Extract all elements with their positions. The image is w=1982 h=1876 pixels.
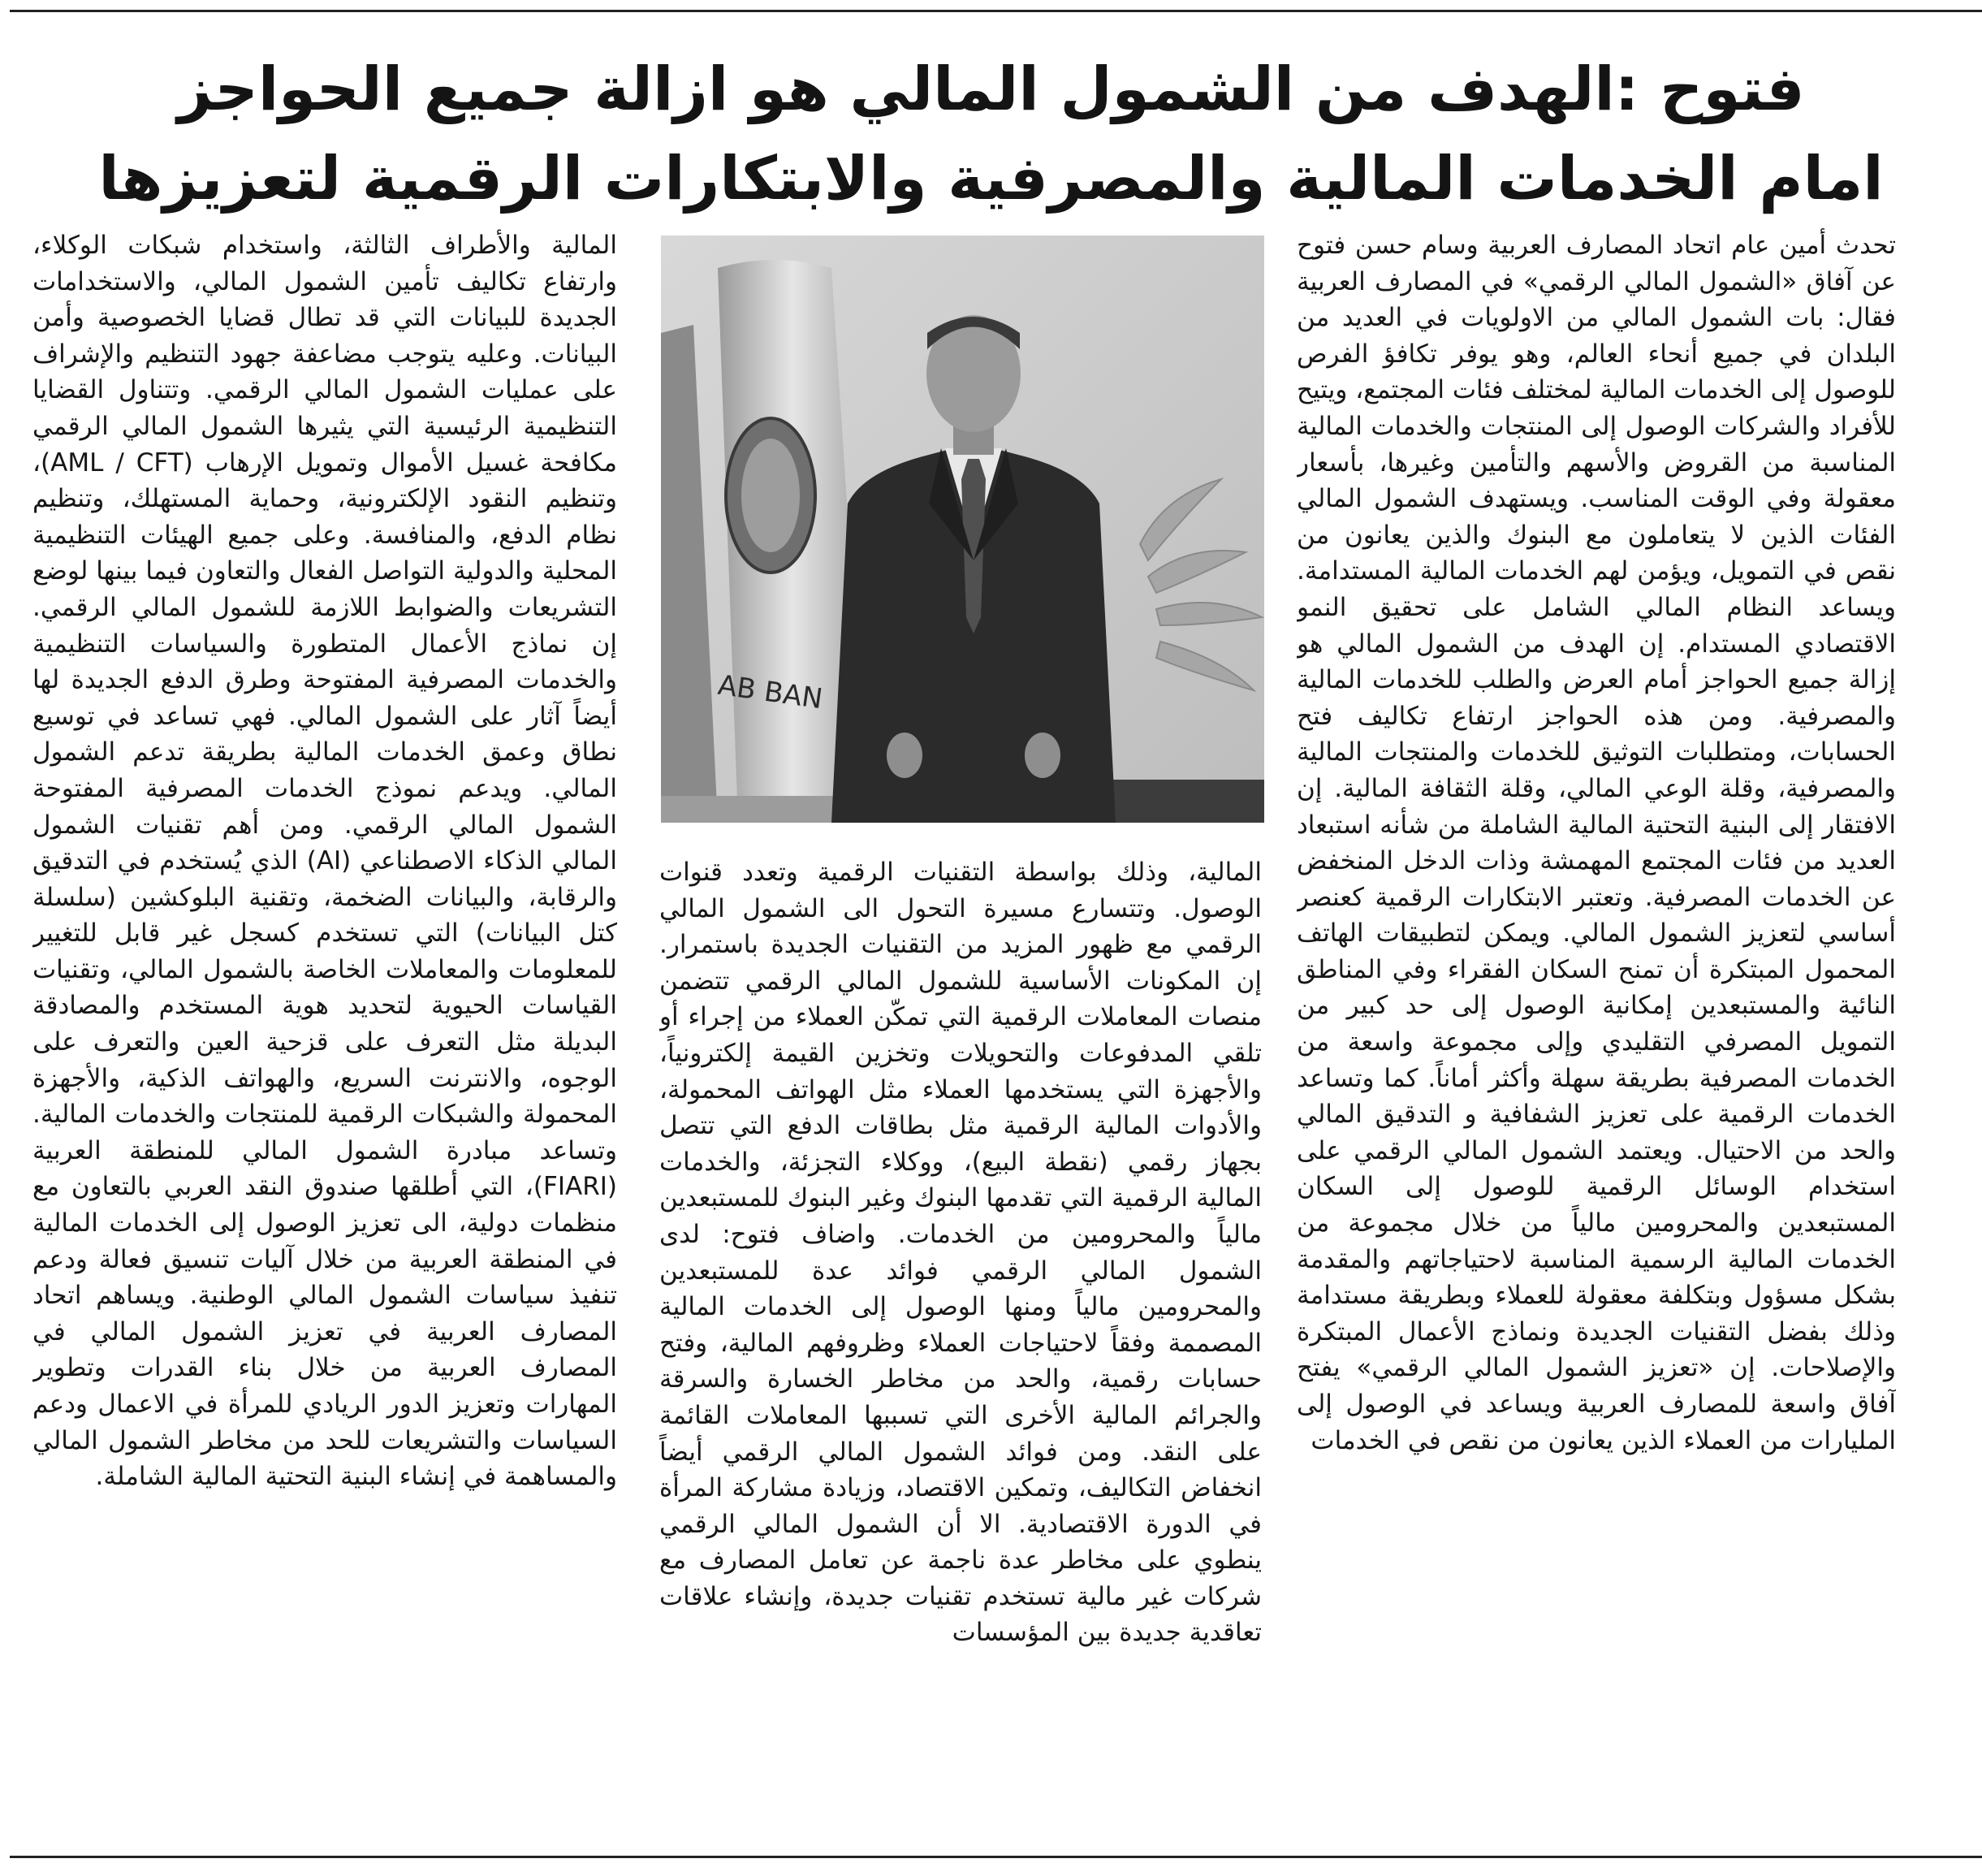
- article-column-right: [1297, 227, 1896, 1852]
- column-left-text: المالية والأطراف الثالثة، واستخدام شبكات الوكلاء، وارتفاع تكاليف تأمين الشمول المالي، والاستخدامات الجديدة للبيانات التي قد تطال قضايا الخصوصية وأمن البيانات. وعليه يتوجب مضاعفة جهود التنظيم والإشراف على عمليات الشمول المالي الرقمي. وتتناول القضايا التنظيمية الرئيسية التي يثيرها الشمول المالي الرقمي مكافحة غسيل الأموال وتمويل الإرهاب (AML / CFT)، وتنظيم النقود الإلكترونية، وحماية المستهلك، وتنظيم نظام الدفع، والمنافسة. وعلى جميع الهيئات التنظيمية المحلية والدولية التواصل الفعال والتعاون فيما بينها لوضع التشريعات والضوابط اللازمة للشمول المالي الرقمي. إن نماذج الأعمال المتطورة والسياسات التنظيمية والخدمات المصرفية المفتوحة وطرق الدفع الجديدة لها أيضاً آثار على الشمول المالي. فهي تساعد في توسيع نطاق وعمق الخدمات المالية بطريقة تدعم الشمول المالي. ويدعم نموذج الخدمات المصرفية المفتوحة الشمول المالي الرقمي. ومن أهم تقنيات الشمول المالي الذكاء الاصطناعي (AI) الذي يُستخدم في التدقيق والرقابة، والبيانات الضخمة، وتقنية البلوكشين (سلسلة كتل البيانات) التي تستخدم كسجل غير قابل للتغيير للمعلومات والمعاملات الخاصة بالشمول المالي، وتقنيات القياسات الحيوية لتحديد هوية المستخدم والمصادقة البديلة مثل التعرف على قزحية العين والتعرف على الوجوه، والانترنت السريع، والهواتف الذكية، والأجهزة المحمولة والشبكات الرقمية للمنتجات والخدمات المالية. وتساعد مبادرة الشمول المالي للمنطقة العربية (FIARI)، التي أطلقها صندوق النقد العربي بالتعاون مع منظمات دولية، الى تعزيز الوصول إلى الخدمات المالية في المنطقة العربية من خلال آليات تنسيق فعالة ودعم تنفيذ سياسات الشمول المالي الوطنية. ويساهم اتحاد المصارف العربية في تعزيز الشمول المالي في المصارف العربية من خلال بناء القدرات وتطوير المهارات وتعزيز الدور الريادي للمرأة في الاعمال ودعم السياسات والتشريعات للحد من مخاطر الشمول المالي والمساهمة في إنشاء البنية التحتية المالية الشاملة.: [32, 231, 617, 1492]
- flag-text: AB BAN: [715, 668, 825, 716]
- bottom-rule: [10, 1856, 1982, 1858]
- top-rule: [10, 10, 1982, 12]
- article-column-middle: [659, 854, 1262, 1852]
- portrait-illustration: [661, 236, 1264, 823]
- headline-line-2: امام الخدمات المالية والمصرفية والابتكارات الرقمية لتعزيزها: [98, 144, 1884, 214]
- article-column-left: [32, 227, 617, 1852]
- headline-line-1: فتوح :الهدف من الشمول المالي هو ازالة جميع الحواجز: [177, 54, 1805, 124]
- portrait-photo: [661, 236, 1264, 823]
- column-right-text: تحدث أمين عام اتحاد المصارف العربية وسام حسن فتوح عن آفاق «الشمول المالي الرقمي» في المصارف العربية فقال: بات الشمول المالي من الاولويات في العديد من البلدان في جميع أنحاء العالم، وهو يوفر تكافؤ الفرص للوصول إلى الخدمات المالية لمختلف فئات المجتمع، ويتيح للأفراد والشركات الوصول إلى المنتجات والخدمات المالية المناسبة من القروض والأسهم والتأمين وغيرها، بأسعار معقولة وفي الوقت المناسب. ويستهدف الشمول المالي الفئات الذين لا يتعاملون مع البنوك والذين يعانون من نقص في التمويل، ويؤمن لهم الخدمات المالية المستدامة. ويساعد النظام المالي الشامل على تحقيق النمو الاقتصادي المستدام. إن الهدف من الشمول المالي هو إزالة جميع الحواجز أمام العرض والطلب للخدمات المالية والمصرفية. ومن هذه الحواجز ارتفاع تكاليف فتح الحسابات، ومتطلبات التوثيق للخدمات والمنتجات المالية والمصرفية، وقلة الوعي المالي، وقلة الثقافة المالية. إن الافتقار إلى البنية التحتية المالية الشاملة من شأنه استبعاد العديد من فئات المجتمع المهمشة وذات الدخل المنخفض عن الخدمات المصرفية. وتعتبر الابتكارات الرقمية كعنصر أساسي لتعزيز الشمول المالي. ويمكن لتطبيقات الهاتف المحمول المبتكرة أن تمنح السكان الفقراء وفي المناطق النائية والمستبعدين إمكانية الوصول إلى حد كبير من التمويل المصرفي التقليدي وإلى مجموعة واسعة من الخدمات المصرفية بطريقة سهلة وأكثر أماناً. كما وتساعد الخدمات الرقمية على تعزيز الشفافية و التدقيق المالي والحد من الاحتيال. ويعتمد الشمول المالي الرقمي على استخدام الوسائل الرقمية للوصول إلى السكان المستبعدين والمحرومين مالياً من خلال مجموعة من الخدمات المالية الرسمية المناسبة لاحتياجاتهم والمقدمة بشكل مسؤول وبتكلفة معقولة للعملاء وبطريقة مستدامة وذلك بفضل التقنيات الجديدة ونماذج الأعمال المبتكرة والإصلاحات. إن «تعزيز الشمول المالي الرقمي» يفتح آفاق واسعة للمصارف العربية ويساعد في الوصول إلى المليارات من العملاء الذين يعانون من نقص في الخدمات: [1297, 231, 1896, 1455]
- column-middle-text: المالية، وذلك بواسطة التقنيات الرقمية وتعدد قنوات الوصول. وتتسارع مسيرة التحول الى الشمول المالي الرقمي مع ظهور المزيد من التقنيات الجديدة باستمرار. إن المكونات الأساسية للشمول المالي الرقمي تتضمن منصات المعاملات الرقمية التي تمكّن العملاء من إجراء أو تلقي المدفوعات والتحويلات وتخزين القيمة إلكترونياً، والأجهزة التي يستخدمها العملاء مثل الهواتف المحمولة، والأدوات المالية الرقمية مثل بطاقات الدفع التي تتصل بجهاز رقمي (نقطة البيع)، ووكلاء التجزئة، والخدمات المالية الرقمية التي تقدمها البنوك وغير البنوك للمستبعدين مالياً والمحرومين من الخدمات. واضاف فتوح: لدى الشمول المالي الرقمي فوائد عدة للمستبعدين والمحرومين مالياً ومنها الوصول إلى الخدمات المالية المصممة وفقاً لاحتياجات العملاء وظروفهم المالية، وفتح حسابات رقمية، والحد من مخاطر الخسارة والسرقة والجرائم المالية الأخرى التي تسببها المعاملات القائمة على النقد. ومن فوائد الشمول المالي الرقمي أيضاً انخفاض التكاليف، وتمكين الاقتصاد، وزيادة مشاركة المرأة في الدورة الاقتصادية. الا أن الشمول المالي الرقمي ينطوي على مخاطر عدة ناجمة عن تعامل المصارف مع شركات غير مالية تستخدم تقنيات جديدة، وإنشاء علاقات تعاقدية جديدة بين المؤسسات: [659, 858, 1262, 1648]
